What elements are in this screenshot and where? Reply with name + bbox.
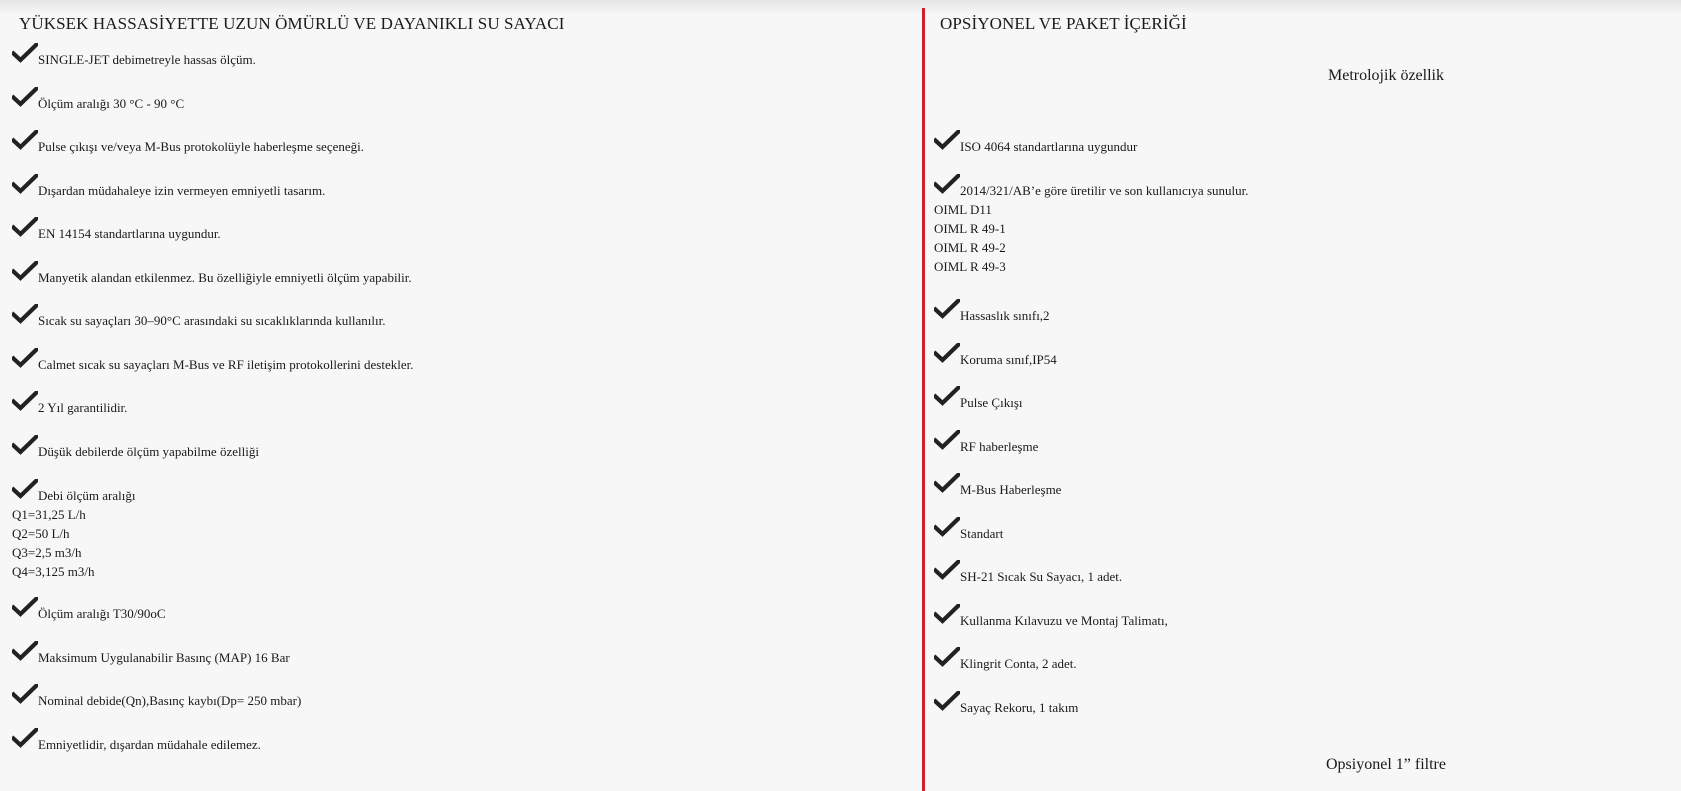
item-text: SINGLE-JET debimetreyle hassas ölçüm. <box>38 52 256 67</box>
checkmark-icon <box>12 87 38 106</box>
metrology-subheading: Metrolojik özellik <box>1328 67 1444 84</box>
sub-value: OIML R 49-3 <box>934 259 1006 274</box>
options-heading: OPSİYONEL VE PAKET İÇERİĞİ <box>940 14 1187 33</box>
optional-filter-subheading: Opsiyonel 1” filtre <box>1326 756 1446 773</box>
feature-item <box>12 648 290 667</box>
item-text: Standart <box>960 526 1004 541</box>
option-item <box>934 567 1122 586</box>
feature-item <box>12 50 256 69</box>
item-text: M-Bus Haberleşme <box>960 482 1062 497</box>
sub-value: Q3=2,5 m3/h <box>12 545 82 560</box>
feature-item <box>12 94 184 113</box>
feature-item <box>12 268 412 287</box>
checkmark-icon <box>12 479 38 498</box>
item-text: Hassaslık sınıfı,2 <box>960 308 1050 323</box>
item-text: ISO 4064 standartlarına uygundur <box>960 139 1138 154</box>
option-item <box>934 654 1077 673</box>
option-item <box>934 437 1038 456</box>
item-text: Ölçüm aralığı T30/90oC <box>38 606 166 621</box>
feature-item <box>12 181 325 200</box>
checkmark-icon <box>934 130 960 149</box>
item-text: Pulse Çıkışı <box>960 395 1023 410</box>
sub-value: OIML R 49-2 <box>934 240 1006 255</box>
item-text: Dışardan müdahaleye izin vermeyen emniyetli tasarım. <box>38 183 326 198</box>
checkmark-icon <box>934 430 960 449</box>
sub-value: Q1=31,25 L/h <box>12 507 86 522</box>
item-text: EN 14154 standartlarına uygundur. <box>38 226 221 241</box>
sub-value: Q4=3,125 m3/h <box>12 564 95 579</box>
item-text: Nominal debide(Qn),Basınç kaybı(Dp= 250 mbar) <box>38 693 302 708</box>
checkmark-icon <box>12 174 38 193</box>
item-text: 2014/321/AB’e göre üretilir ve son kullanıcıya sunulur. <box>960 183 1249 198</box>
option-item <box>934 698 1078 717</box>
feature-item <box>12 604 166 623</box>
options-column <box>925 0 1681 791</box>
checkmark-icon <box>12 304 38 323</box>
checkmark-icon <box>12 261 38 280</box>
option-item <box>934 306 1050 325</box>
item-text: Düşük debilerde ölçüm yapabilme özelliği <box>38 444 259 459</box>
checkmark-icon <box>12 684 38 703</box>
sub-value: OIML D11 <box>934 202 992 217</box>
option-item <box>934 350 1057 369</box>
item-text: Sayaç Rekoru, 1 takım <box>960 700 1079 715</box>
item-text: Debi ölçüm aralığı <box>38 488 136 503</box>
checkmark-icon <box>934 517 960 536</box>
item-text: Emniyetlidir, dışardan müdahale edilemez. <box>38 737 261 752</box>
item-text: Koruma sınıf,IP54 <box>960 352 1057 367</box>
checkmark-icon <box>12 43 38 62</box>
item-text: SH-21 Sıcak Su Sayacı, 1 adet. <box>960 569 1123 584</box>
item-text: Kullanma Kılavuzu ve Montaj Talimatı, <box>960 613 1168 628</box>
item-text: Manyetik alandan etkilenmez. Bu özelliğiyle emniyetli ölçüm yapabilir. <box>38 270 412 285</box>
item-text: Pulse çıkışı ve/veya M-Bus protokolüyle haberleşme seçeneği. <box>38 139 365 154</box>
checkmark-icon <box>12 435 38 454</box>
feature-item <box>12 355 414 374</box>
option-item <box>934 181 1248 276</box>
option-item <box>934 611 1168 630</box>
feature-item <box>12 398 127 417</box>
checkmark-icon <box>934 299 960 318</box>
item-text: Klingrit Conta, 2 adet. <box>960 656 1077 671</box>
option-item <box>934 137 1137 156</box>
checkmark-icon <box>934 343 960 362</box>
features-heading: YÜKSEK HASSASİYETTE UZUN ÖMÜRLÜ VE DAYANIKLI SU SAYACI <box>19 14 565 33</box>
item-text: RF haberleşme <box>960 439 1039 454</box>
checkmark-icon <box>934 473 960 492</box>
item-text: Maksimum Uygulanabilir Basınç (MAP) 16 Bar <box>38 650 290 665</box>
item-text: Calmet sıcak su sayaçları M-Bus ve RF iletişim protokollerini destekler. <box>38 357 414 372</box>
checkmark-icon <box>12 728 38 747</box>
feature-item <box>12 311 385 330</box>
item-text: Sıcak su sayaçları 30–90°C arasındaki su sıcaklıklarında kullanılır. <box>38 313 386 328</box>
feature-item <box>12 137 364 156</box>
feature-item <box>12 735 261 754</box>
checkmark-icon <box>934 174 960 193</box>
checkmark-icon <box>934 386 960 405</box>
checkmark-icon <box>934 560 960 579</box>
item-text: 2 Yıl garantilidir. <box>38 400 128 415</box>
checkmark-icon <box>934 691 960 710</box>
checkmark-icon <box>12 597 38 616</box>
sub-value: Q2=50 L/h <box>12 526 70 541</box>
checkmark-icon <box>12 641 38 660</box>
feature-item <box>12 486 135 581</box>
feature-item <box>12 442 259 461</box>
sub-value: OIML R 49-1 <box>934 221 1006 236</box>
checkmark-icon <box>934 604 960 623</box>
option-item <box>934 393 1023 412</box>
option-item <box>934 480 1061 499</box>
checkmark-icon <box>12 217 38 236</box>
item-text: Ölçüm aralığı 30 °C - 90 °C <box>38 96 185 111</box>
feature-item <box>12 691 301 710</box>
option-item <box>934 524 1003 543</box>
checkmark-icon <box>12 348 38 367</box>
checkmark-icon <box>12 130 38 149</box>
checkmark-icon <box>12 391 38 410</box>
feature-item <box>12 224 221 243</box>
checkmark-icon <box>934 647 960 666</box>
